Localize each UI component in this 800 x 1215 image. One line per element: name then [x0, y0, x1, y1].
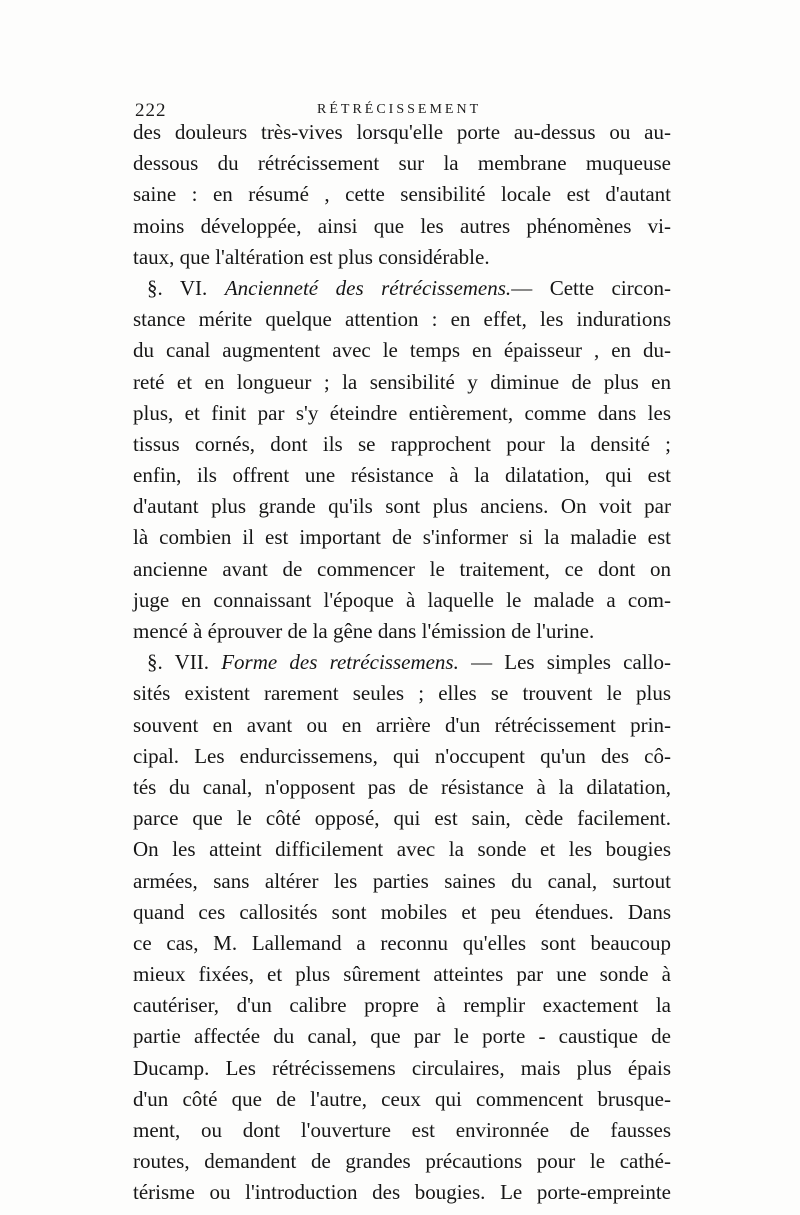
line-text: — Cette circon- [511, 275, 672, 300]
text-line [133, 242, 671, 273]
text-line [133, 710, 671, 741]
line-text: ce cas, M. Lallemand a reconnu qu'elles sont beaucoup [133, 930, 671, 955]
line-text: partie affectée du canal, que par le porte - caustique de [133, 1024, 671, 1049]
line-text: routes, demandent de grandes précautions pour le cathé- [133, 1149, 671, 1174]
body-text [133, 117, 671, 1209]
line-text: On les atteint difficilement avec la sonde et les bougies [133, 837, 671, 862]
line-text: parce que le côté opposé, qui est sain, cède facilement. [133, 806, 671, 831]
line-text: quand ces callosités sont mobiles et peu étendues. Dans [133, 899, 671, 924]
line-text: enfin, ils offrent une résistance à la dilatation, qui est [133, 463, 671, 488]
text-line [133, 211, 671, 242]
running-head: RÉTRÉCISSEMENT [317, 102, 482, 117]
text-line [133, 117, 671, 148]
line-text: plus, et finit par s'y éteindre entièrement, comme dans les [133, 400, 671, 425]
line-text: juge en connaissant l'époque à laquelle le malade a com- [133, 587, 671, 612]
line-text: mieux fixées, et plus sûrement atteintes par une sonde à [133, 962, 671, 987]
text-line [133, 273, 671, 304]
line-text: dessous du rétrécissement sur la membrane muqueuse [133, 151, 671, 176]
text-line [133, 803, 671, 834]
text-line [133, 616, 671, 647]
text-line [133, 554, 671, 585]
section-title: Forme des retrécissemens. [221, 650, 459, 675]
line-text: d'un côté que de l'autre, ceux qui commencent brusque- [133, 1086, 671, 1111]
text-line [133, 897, 671, 928]
text-line [133, 1084, 671, 1115]
section-number: §. VII. [147, 650, 222, 675]
section-number: §. VI. [147, 275, 225, 300]
text-line [133, 491, 671, 522]
line-text: mencé à éprouver de la gêne dans l'émission de l'urine. [133, 619, 595, 643]
line-text: du canal augmentent avec le temps en épaisseur , en du- [133, 338, 671, 363]
line-text: sités existent rarement seules ; elles se trouvent le plus [133, 681, 671, 706]
page-number: 222 [135, 100, 167, 121]
text-line [133, 585, 671, 616]
line-text: reté et en longueur ; la sensibilité y diminue de plus en [133, 369, 671, 394]
line-text: cautériser, d'un calibre propre à remplir exactement la [133, 993, 671, 1018]
line-text: Ducamp. Les rétrécissemens circulaires, mais plus épais [133, 1055, 671, 1080]
line-text: d'autant plus grande qu'ils sont plus anciens. On voit par [133, 494, 671, 519]
text-line [133, 1146, 671, 1177]
line-text: — Les simples callo- [458, 650, 671, 675]
text-line [133, 1021, 671, 1052]
text-line [133, 1115, 671, 1146]
line-text: tés du canal, n'opposent pas de résistance à la dilatation, [133, 774, 671, 799]
line-text: stance mérite quelque attention : en effet, les indurations [133, 307, 671, 332]
text-line [133, 522, 671, 553]
text-line [133, 1177, 671, 1208]
text-line [133, 834, 671, 865]
line-text: des douleurs très-vives lorsqu'elle porte au-dessus ou au- [133, 120, 671, 144]
line-text: cipal. Les endurcissemens, qui n'occupent qu'un des cô- [133, 743, 671, 768]
line-text: saine : en résumé , cette sensibilité locale est d'autant [133, 182, 671, 207]
line-text: térisme ou l'introduction des bougies. Le porte-empreinte [133, 1180, 671, 1205]
text-line [133, 678, 671, 709]
text-line [133, 990, 671, 1021]
line-text: ment, ou dont l'ouverture est environnée de fausses [133, 1118, 671, 1142]
line-text: taux, que l'altération est plus considérable. [133, 244, 490, 269]
line-text: là combien il est important de s'informer si la maladie est [133, 525, 671, 550]
text-line [133, 429, 671, 460]
text-line [133, 460, 671, 491]
text-line [133, 398, 671, 429]
text-line [133, 1053, 671, 1084]
text-line [133, 304, 671, 335]
text-line [133, 647, 671, 678]
text-line [133, 928, 671, 959]
text-line [133, 335, 671, 366]
line-text: moins développée, ainsi que les autres phénomènes vi- [133, 213, 671, 238]
line-text: souvent en avant ou en arrière d'un rétrécissement prin- [133, 712, 671, 737]
line-text: armées, sans altérer les parties saines du canal, surtout [133, 868, 671, 893]
line-text: tissus cornés, dont ils se rapprochent pour la densité ; [133, 431, 671, 456]
line-text: ancienne avant de commencer le traitement, ce dont on [133, 556, 671, 581]
text-line [133, 741, 671, 772]
text-line [133, 148, 671, 179]
text-line [133, 179, 671, 210]
text-line [133, 772, 671, 803]
section-title: Ancienneté des rétrécissemens. [224, 275, 512, 300]
text-line [133, 367, 671, 398]
text-line [133, 959, 671, 990]
text-line [133, 866, 671, 897]
